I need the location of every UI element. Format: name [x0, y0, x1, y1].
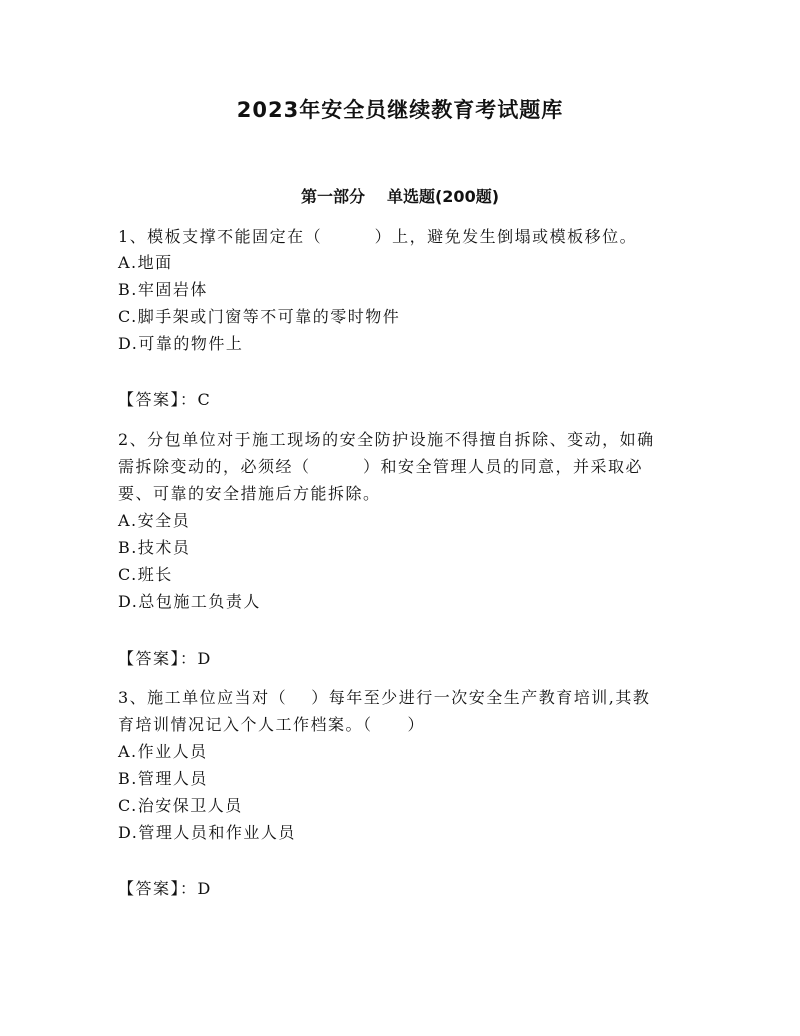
- question-2-answer: 【答案】：D: [118, 649, 212, 668]
- question-3-stem-line-2: 育培训情况记入个人工作档案。（ ）: [118, 715, 426, 734]
- document-title: 2023年安全员继续教育考试题库: [236, 98, 564, 122]
- question-3-option-a: A.作业人员: [118, 742, 208, 761]
- question-1-option-a: A.地面: [118, 253, 173, 272]
- question-3-option-b: B.管理人员: [118, 769, 208, 788]
- question-2-option-c: C.班长: [118, 565, 173, 584]
- question-2-stem-line-1: 2、分包单位对于施工现场的安全防护设施不得擅自拆除、变动，如确: [118, 430, 655, 449]
- question-1-answer: 【答案】：C: [118, 390, 212, 409]
- question-3-answer: 【答案】：D: [118, 879, 212, 898]
- question-1-stem-line-1: 1、模板支撑不能固定在（ ）上，避免发生倒塌或模板移位。: [118, 227, 638, 246]
- question-3-stem-line-1: 3、施工单位应当对（ ）每年至少进行一次安全生产教育培训,其教: [118, 688, 651, 707]
- question-3-option-d: D.管理人员和作业人员: [118, 823, 296, 842]
- question-1-option-b: B.牢固岩体: [118, 280, 208, 299]
- section-part: 第一部分: [300, 187, 365, 206]
- question-1-option-c: C.脚手架或门窗等不可靠的零时物件: [118, 307, 401, 326]
- section-label: 单选题(200题): [386, 187, 500, 206]
- section-heading: [0, 184, 800, 207]
- question-3-option-c: C.治安保卫人员: [118, 796, 243, 815]
- question-2-option-a: A.安全员: [118, 511, 191, 530]
- question-2-option-b: B.技术员: [118, 538, 191, 557]
- question-2-option-d: D.总包施工负责人: [118, 592, 261, 611]
- question-2-stem-line-2: 需拆除变动的，必须经（ ）和安全管理人员的同意，并采取必: [118, 457, 644, 476]
- question-1-option-d: D.可靠的物件上: [118, 334, 244, 353]
- question-2-stem-line-3: 要、可靠的安全措施后方能拆除。: [118, 484, 381, 503]
